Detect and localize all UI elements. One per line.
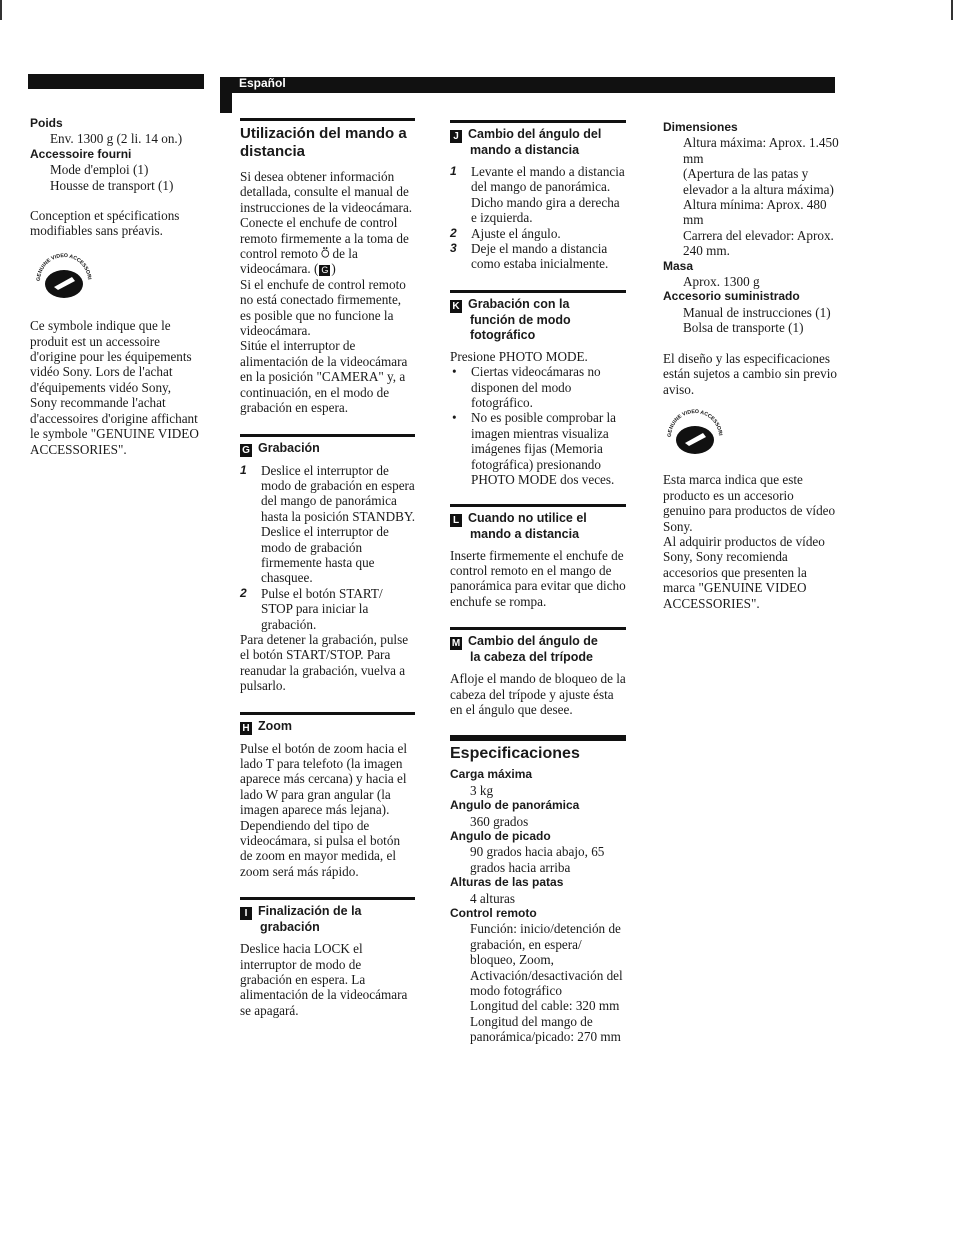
column-french-specs bbox=[30, 116, 200, 457]
accessoire-item: Housse de transport (1) bbox=[50, 177, 174, 193]
header-bar-left bbox=[28, 74, 204, 89]
poids-value: Env. 1300 g (2 li. 14 on.) bbox=[50, 131, 183, 147]
spec-value: Carrera del elevador: Aprox. 240 mm. bbox=[683, 227, 834, 259]
notice-text: El diseño y las especificaciones están sujetos a cambio sin previo aviso. bbox=[663, 350, 837, 397]
section-title-cont: función de modo bbox=[470, 312, 571, 327]
left-edge-mark bbox=[0, 0, 2, 20]
figure-ref-badge: G bbox=[321, 265, 329, 276]
section-especificaciones bbox=[450, 735, 626, 763]
spec-value: 90 grados hacia abajo, 65 grados hacia arriba bbox=[470, 844, 605, 875]
section-grabacion bbox=[240, 434, 415, 457]
spec-value: (Apertura de las patas y elevador a la altura máxima) bbox=[683, 166, 834, 197]
intro-paragraph: Sitúe el interruptor de alimentación de la videocámara en la posición "CAMERA" y, a continuación, en el modo de grabación en espera. bbox=[240, 338, 408, 416]
spec-value: Aprox. 1300 g bbox=[683, 274, 760, 290]
mark-description: Esta marca indica que este producto es un accesorio genuino para productos de vídeo Sony. bbox=[663, 472, 836, 534]
section-title: Cambio del ángulo del bbox=[468, 127, 602, 141]
step-item: 1 Levante el mando a distancia del mango de panorámica. Dicho mando gira a derecha e izquierda. bbox=[450, 164, 625, 226]
header-bar-main bbox=[220, 77, 835, 93]
accessoire-item: Mode d'emploi (1) bbox=[50, 162, 149, 178]
column-specs-continued bbox=[663, 120, 839, 611]
spec-label: Angulo de picado bbox=[450, 828, 551, 843]
section-title: Cuando no utilice el bbox=[468, 510, 587, 525]
bullet-item: • Ciertas videocámaras no disponen del modo fotográfico. bbox=[452, 364, 601, 411]
section-badge: K bbox=[450, 300, 462, 313]
section-title: Grabación bbox=[258, 440, 320, 455]
section-badge: L bbox=[450, 514, 462, 527]
logo-text: GENUINE VIDEO ACCESSORI bbox=[666, 408, 723, 438]
spec-value: Manual de instrucciones (1) bbox=[683, 304, 831, 320]
spec-value: 360 grados bbox=[470, 813, 529, 829]
step-item: 1 Deslice el interruptor de modo de grabación en espera del mango de panorámica hasta la posición STANDBY. Deslice el interruptor de modo de grabación firmemente hasta que chasquee. bbox=[240, 462, 416, 586]
spec-value: 3 kg bbox=[470, 782, 494, 798]
section-utilizacion bbox=[240, 118, 415, 161]
spec-label: Masa bbox=[663, 258, 694, 273]
section-title-cont: mando a distancia bbox=[470, 143, 580, 157]
spec-value: 4 alturas bbox=[470, 890, 516, 906]
mark-description: Al adquirir productos de vídeo Sony, Sony recomienda accesorios que presenten la marca "GENUINE VIDEO ACCESSORIES". bbox=[663, 533, 825, 611]
spec-value: Longitud del mango de panorámica/picado: 270 mm bbox=[470, 1013, 621, 1045]
intro-paragraph: Si desea obtener información detallada, consulte el manual de instrucciones de la videocámara. bbox=[240, 169, 413, 215]
spec-label: Dimensiones bbox=[663, 120, 738, 134]
spec-label: Control remoto bbox=[450, 906, 537, 920]
section-badge: M bbox=[451, 638, 461, 650]
section-title: Utilización del mando a distancia bbox=[240, 125, 407, 160]
symbol-description: Ce symbole indique que le produit est un accessoire d'origine pour les équipements vidéo Sony. Lors de l'achat d'équipements vidéo Sony, Sony recommande l'achat d'accessoires d'origine affichant le symbole "GENUINE VIDEO ACCESSORIES". bbox=[30, 318, 199, 457]
spec-value: Longitud del cable: 320 mm bbox=[470, 998, 620, 1014]
spec-value: Altura máxima: Aprox. 1.450 mm bbox=[683, 135, 839, 166]
genuine-video-accessories-logo bbox=[663, 407, 727, 457]
step-item: 2 Pulse el botón START/ STOP para iniciar la grabación. bbox=[240, 585, 383, 632]
step-item: 3 Deje el mando a distancia como estaba inicialmente. bbox=[450, 241, 609, 272]
zoom-text: Pulse el botón de zoom hacia el lado T para telefoto (la imagen aparece más cercana) y hacia el lado W para gran angular (la imagen aparece más lejana). Dependiendo del tipo de videocámara, si pulsa el botón de zoom en mayor medida, el zoom será más rápido. bbox=[240, 740, 407, 879]
spec-label: Angulo de panorámica bbox=[450, 798, 580, 813]
section-title-cont: la cabeza del trípode bbox=[470, 650, 593, 665]
section-title: Zoom bbox=[258, 718, 293, 733]
intro-paragraph: Si el enchufe de control remoto no está conectado firmemente, es posible que no funcione la videocámara. bbox=[240, 276, 406, 339]
section-cabeza-tripode bbox=[450, 627, 626, 665]
photo-mode-intro: Presione PHOTO MODE. bbox=[450, 348, 588, 364]
section-title: Grabación con la bbox=[468, 296, 570, 311]
section-title-cont: grabación bbox=[260, 920, 320, 935]
genuine-video-accessories-logo bbox=[32, 251, 96, 301]
header-bar-tick bbox=[220, 77, 232, 113]
accessoire-label: Accessoire fourni bbox=[30, 146, 132, 161]
spec-value: Bolsa de transporte (1) bbox=[683, 320, 804, 336]
section-title: Finalización de la bbox=[258, 904, 362, 919]
section-badge: H bbox=[240, 722, 252, 735]
section-no-utilice bbox=[450, 504, 626, 542]
logo-text: GENUINE VIDEO ACCESSORI bbox=[35, 252, 92, 282]
spec-value: Altura mínima: Aprox. 480 mm bbox=[683, 197, 827, 228]
after-steps-text: Para detener la grabación, pulse el botón START/STOP. Para reanudar la grabación, vuelva a pulsarlo. bbox=[240, 631, 409, 694]
right-edge-mark bbox=[951, 0, 953, 20]
section-badge: G bbox=[240, 444, 252, 457]
remote-jack-icon: ⍥ bbox=[321, 246, 330, 262]
column-operations-specs bbox=[450, 120, 626, 1045]
spec-value: Función: inicio/detención de grabación, en espera/ bloqueo, Zoom, Activación/desactivación del modo fotográfico bbox=[470, 921, 623, 999]
section-zoom bbox=[240, 712, 415, 735]
section-cambio-angulo-mando bbox=[450, 120, 626, 158]
section-title: Especificaciones bbox=[450, 745, 580, 763]
bullet-item: • No es posible comprobar la imagen mientras visualiza imágenes fijas (Memoria fotográfica) presionando PHOTO MODE dos veces. bbox=[452, 410, 617, 488]
section-modo-fotografico bbox=[450, 290, 626, 343]
section-title: Cambio del ángulo de bbox=[468, 634, 598, 649]
no-utilice-text: Inserte firmemente el enchufe de control remoto en el mango de panorámica para evitar que dicho enchufe se rompa. bbox=[450, 547, 626, 609]
section-title-cont: mando a distancia bbox=[470, 526, 580, 541]
step-item: 2 Ajuste el ángulo. bbox=[450, 225, 561, 241]
column-mando-distancia bbox=[240, 118, 415, 1018]
notice-text: Conception et spécifications modifiables sans préavis. bbox=[30, 208, 180, 239]
section-badge: I bbox=[240, 907, 252, 920]
poids-label: Poids bbox=[30, 116, 63, 130]
cabeza-tripode-text: Afloje el mando de bloqueo de la cabeza del trípode y ajuste ésta en el ángulo que desee. bbox=[450, 671, 626, 717]
language-label: Español bbox=[239, 76, 286, 90]
section-finalizacion bbox=[240, 897, 415, 935]
spec-label: Alturas de las patas bbox=[450, 875, 564, 890]
spec-label: Accesorio suministrado bbox=[663, 289, 800, 304]
section-badge: J bbox=[450, 130, 462, 143]
finalizacion-text: Deslice hacia LOCK el interruptor de modo de grabación en espera. La alimentación de la videocámara se apagará. bbox=[240, 941, 408, 1018]
section-title-cont: fotográfico bbox=[470, 327, 536, 342]
spec-label: Carga máxima bbox=[450, 767, 533, 782]
intro-paragraph: Conecte el enchufe de control remoto firmemente a la toma de control remoto ⍥ de la videocámara. ( G ) bbox=[240, 215, 409, 277]
